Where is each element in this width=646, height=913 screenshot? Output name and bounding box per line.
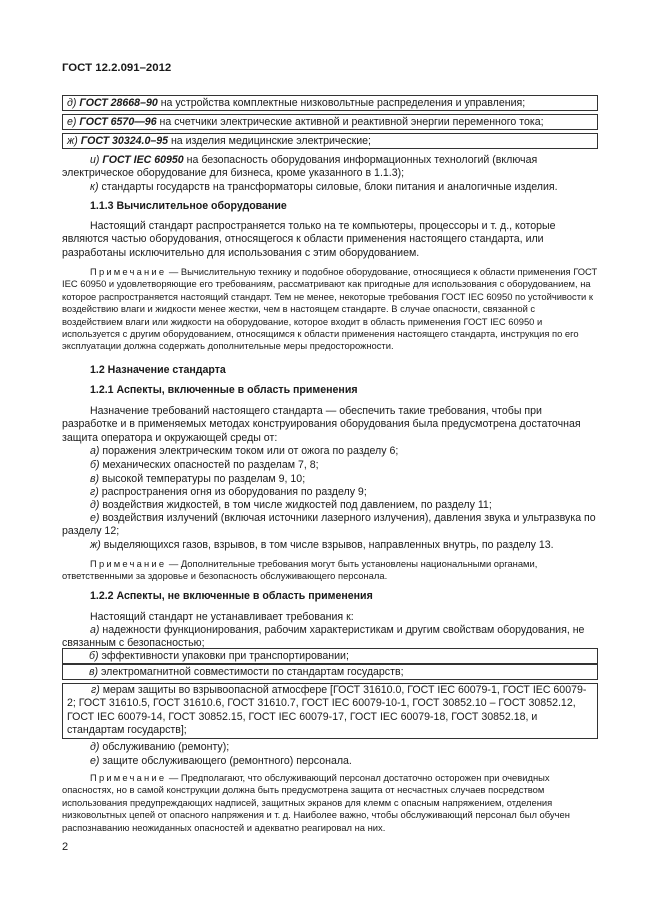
page-number: 2 (62, 841, 69, 853)
list-item-k: к) стандарты государств на трансформаторы силовые, блоки питания и аналогичные изделия. (90, 181, 558, 193)
section-paragraph-1-1-3: Настоящий стандарт распространяется только на те компьютеры, процессоры и т. д., которые являются частью оборудования, относящегося к области применения настоящего стандарта, или разработаны исключительно для использования с этим оборудованием. (62, 220, 556, 259)
list-item: а) надежности функционирования, рабочим характеристикам и другим свойствам оборудования, не связанным с безопасностью; (62, 624, 585, 650)
list-item-zh: ж) ГОСТ 30324.0–95 на изделия медицинские электрические; (62, 133, 598, 149)
section-title-1-1-3: 1.1.3 Вычислительное оборудование (90, 200, 287, 212)
list-item-e: е) ГОСТ 6570—96 на счетчики электрические активной и реактивной энергии переменного тока; (62, 114, 598, 130)
list-item-boxed: г) мерам защиты во взрывоопасной атмосфере [ГОСТ 31610.0, ГОСТ IEC 60079-1, ГОСТ IEC 60079-2; ГОСТ 31610.5, ГОСТ 31610.6, ГОСТ 31610.7, ГОСТ IEC 60079-10-1, ГОСТ 30852.10 – ГОСТ 30852.12, ГОСТ IEC 60079-14, ГОСТ 30852.15, ГОСТ IEC 60079-17, ГОСТ IEC 60079-18, ГОСТ 30852.18, и стандартам государств]; (62, 683, 598, 739)
list-item: ж) выделяющихся газов, взрывов, в том числе взрывов, направленных внутрь, по разделу 13. (90, 539, 554, 551)
note-1-1-3: Примечание — Вычислительную технику и подобное оборудование, относящиеся к области применения ГОСТ IEC 60950 и удовлетворяющие его требованиям, рассматривают как пригодные для использования с оборудованием, на которое распространяется настоящий стандарт. Тем не менее, некоторые требования ГОСТ IEC 60950 по устойчивости к воздействию влаги и жидкости менее жестки, чем в настоящем стандарте. В случае опасности, связанной с воздействием влаги или жидкости на оборудование, которое входит в область применения ГОСТ IEC 60950 и используется с другим оборудованием, относящимся к области применения настоящего стандарта, инструкция по его эксплуатации должна содержать дополнительные меры предосторожности. (62, 266, 598, 352)
list-item-i: и) ГОСТ IEC 60950 на безопасность оборудования информационных технологий (включая электрическое оборудование для бизнеса, кроме указанного в 1.1.3); (62, 154, 538, 180)
section-title-1-2: 1.2 Назначение стандарта (90, 364, 226, 376)
list-item: в) высокой температуры по разделам 9, 10; (90, 473, 306, 485)
list-item: в) электромагнитной совместимости по стандартам государств; (62, 664, 598, 680)
section-title-1-2-1: 1.2.1 Аспекты, включенные в область применения (90, 384, 358, 396)
list-item: г) распространения огня из оборудования по разделу 9; (90, 486, 367, 498)
list-item: б) эффективности упаковки при транспортировании; (62, 648, 598, 664)
section-paragraph-1-2-1: Назначение требований настоящего стандарта — обеспечить такие требования, чтобы при разработке и в применяемых методах конструирования оборудования была предусмотрена достаточная защита оператора и окружающей среды от: (62, 405, 581, 444)
note-1-2-1: Примечание — Дополнительные требования могут быть установлены национальными органами, ответственными за здоровье и безопасность обслуживающего персонала. (62, 558, 538, 582)
list-item: е) воздействия излучений (включая источники лазерного излучения), давления звука и ультразвука по разделу 12; (62, 512, 596, 538)
list-item: а) поражения электрическим током или от ожога по разделу 6; (90, 445, 399, 457)
list-item: е) защите обслуживающего (ремонтного) персонала. (90, 755, 352, 767)
document-id: ГОСТ 12.2.091–2012 (62, 62, 172, 74)
section-paragraph-1-2-2: Настоящий стандарт не устанавливает требования к: (90, 611, 354, 623)
list-item: б) механических опасностей по разделам 7, 8; (90, 459, 319, 471)
list-item: д) воздействия жидкостей, в том числе жидкостей под давлением, по разделу 11; (90, 499, 492, 511)
section-title-1-2-2: 1.2.2 Аспекты, не включенные в область применения (90, 590, 373, 602)
note-1-2-2: Примечание — Предполагают, что обслуживающий персонал достаточно осторожен при очевидных опасностях, но в самой конструкции должна быть предусмотрена защита от несчастных случаев посредством использования предупреждающих надписей, защитных экранов для клемм с опасным напряжением, отделения низковольтных цепей от опасного напряжения и т. д. Наиболее важно, чтобы обслуживающий персонал был обучен распознаванию неожиданных опасностей и адекватно реагировал на них. (62, 772, 570, 833)
list-item: д) обслуживанию (ремонту); (90, 741, 230, 753)
list-item-d: д) ГОСТ 28668–90 на устройства комплектные низковольтные распределения и управления; (62, 95, 598, 111)
